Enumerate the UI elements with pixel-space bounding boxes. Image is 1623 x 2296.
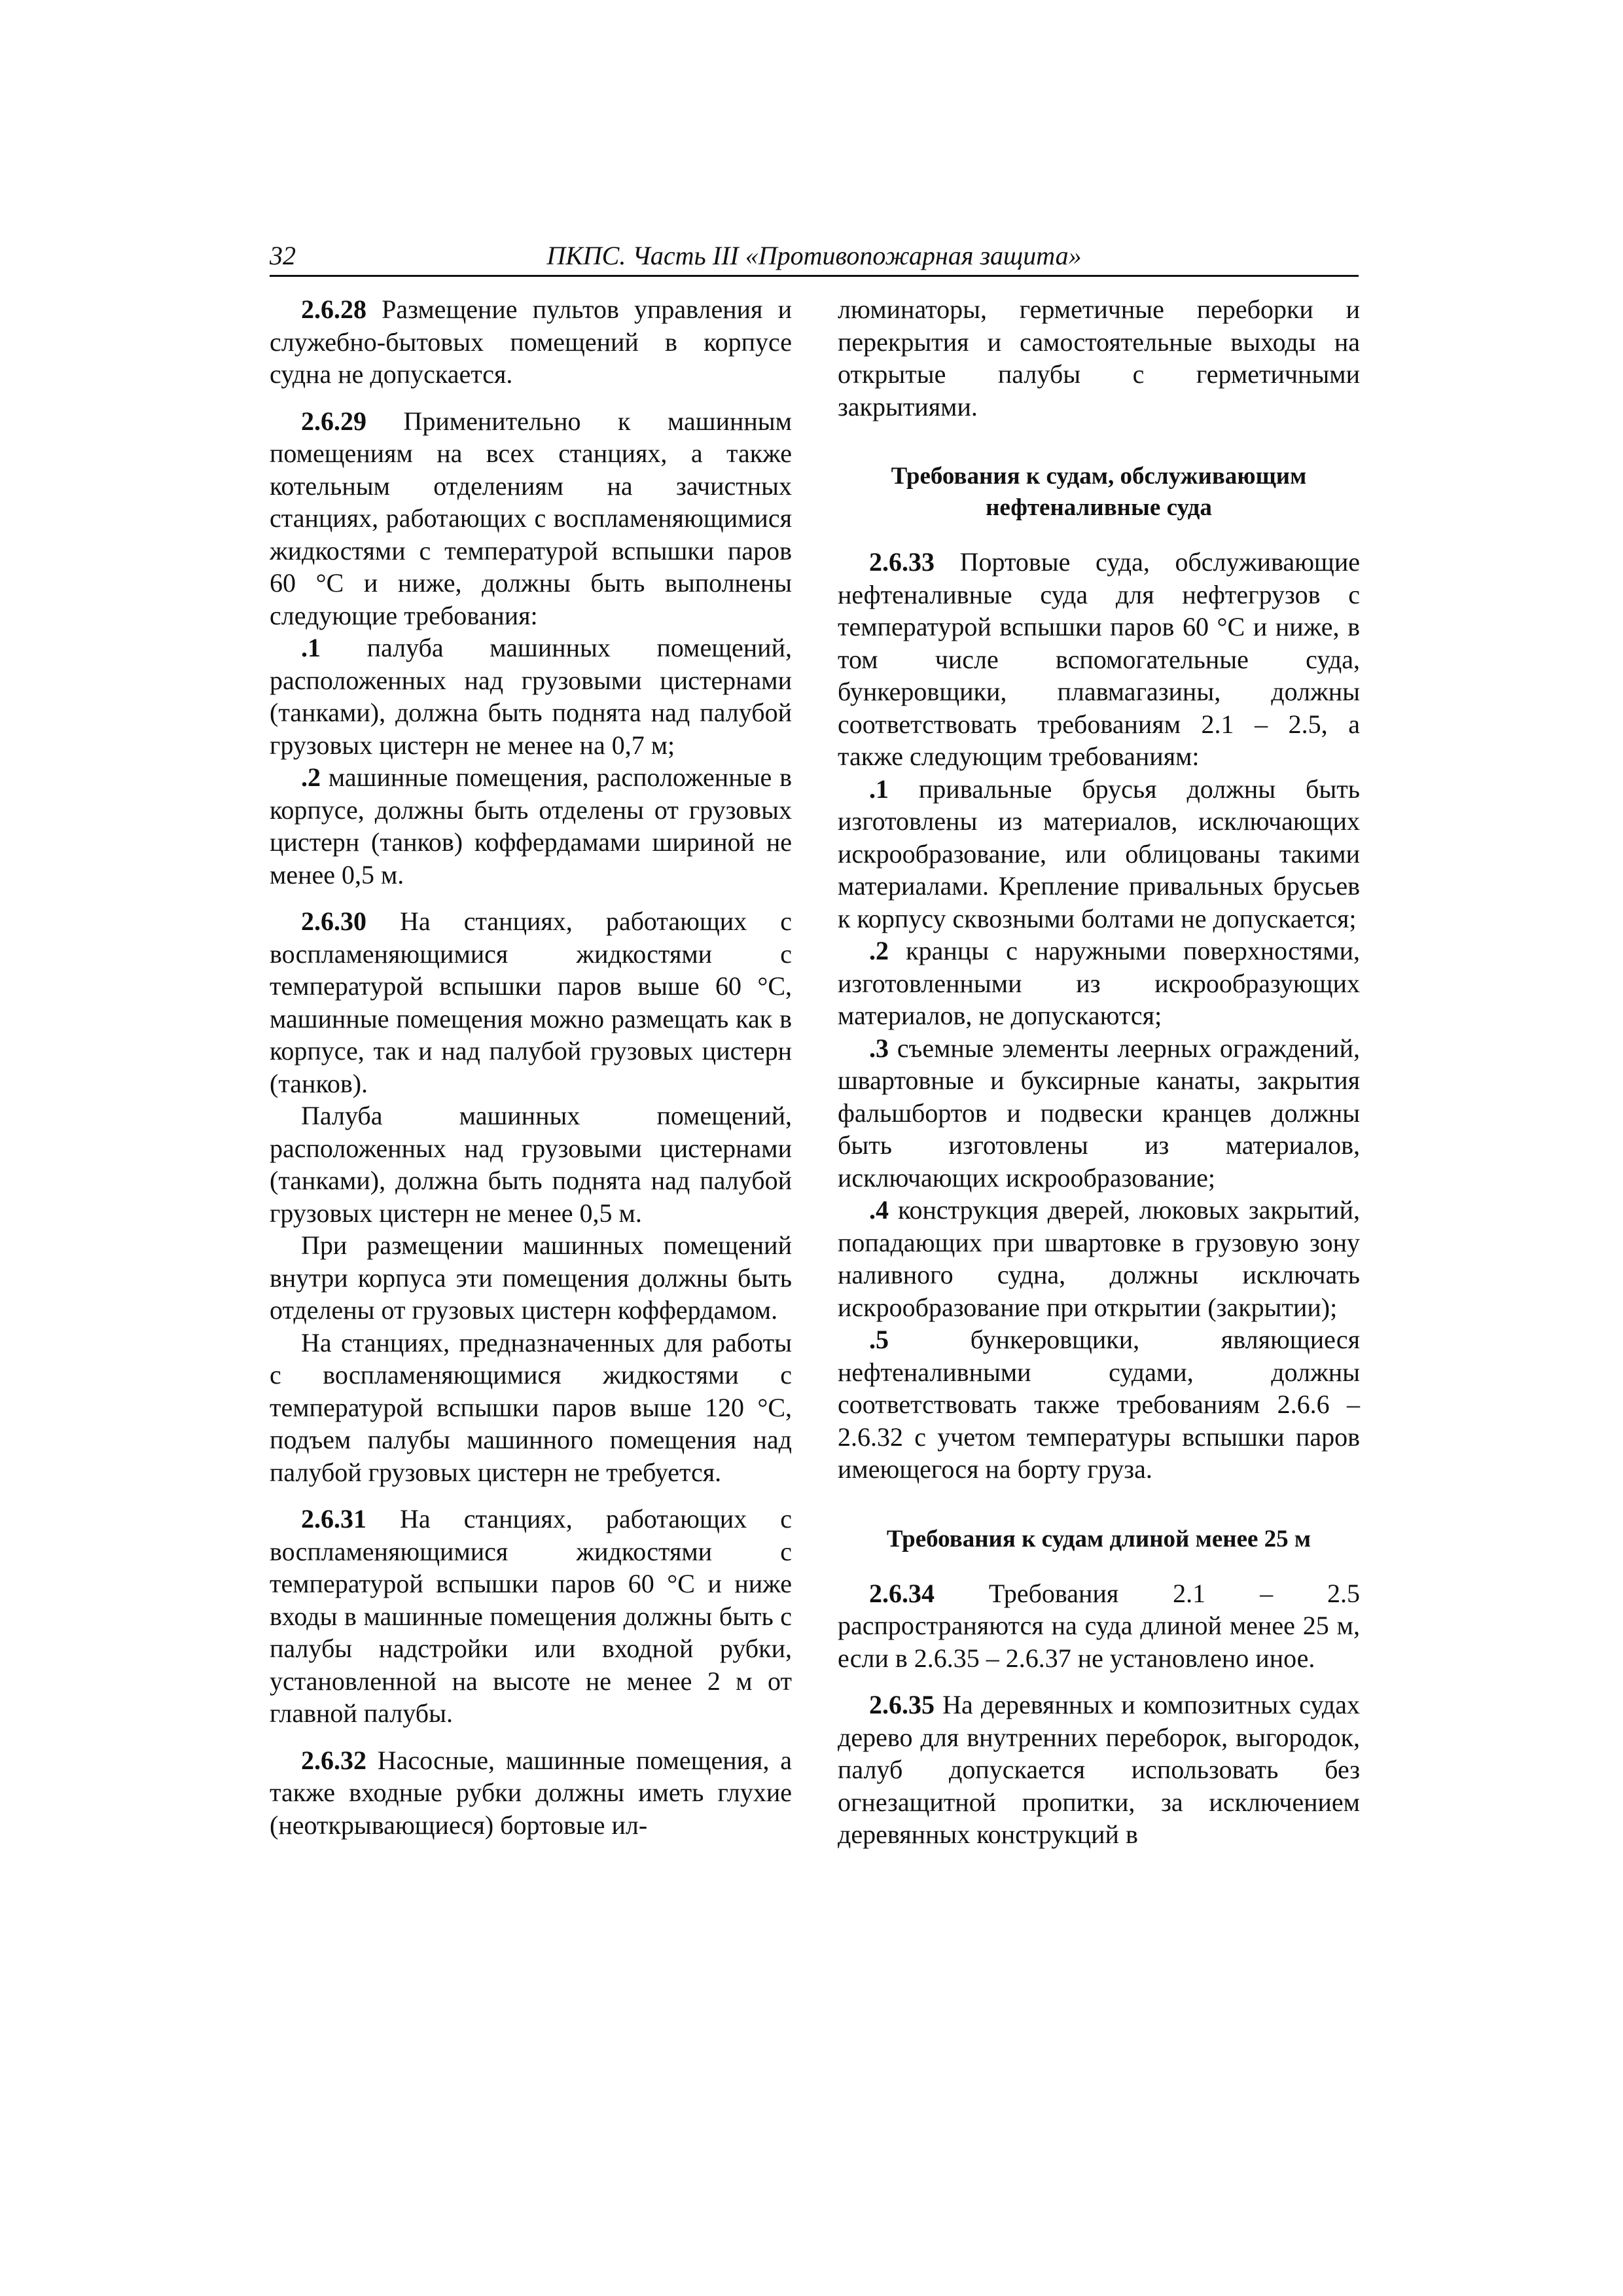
clause-2-6-33 bbox=[838, 546, 1360, 773]
item-text: привальные брусья должны быть изготовлены из материалов, исключающих искрообразование, или облицованы такими материалами. Крепление привальных брусьев к корпусу сквозными болтами не допускается; bbox=[838, 774, 1360, 933]
clause-2-6-31 bbox=[270, 1503, 792, 1730]
clause-2-6-29-item-2 bbox=[270, 761, 792, 891]
clause-2-6-33-item-5 bbox=[838, 1323, 1360, 1486]
clause-2-6-28 bbox=[270, 293, 792, 391]
left-column bbox=[270, 293, 792, 1841]
clause-number: 2.6.33 bbox=[869, 547, 935, 577]
clause-number: 2.6.35 bbox=[869, 1690, 935, 1719]
clause-2-6-30 bbox=[270, 905, 792, 1100]
page-number: 32 bbox=[270, 241, 296, 270]
running-title: ПКПС. Часть III «Противопожарная защита» bbox=[546, 241, 1082, 270]
clause-2-6-30-paragraph-2: Палуба машинных помещений, расположенных над грузовыми цистернами (танками), должна быть поднята над палубой грузовых цистерн не менее 0,5 м. bbox=[270, 1101, 792, 1228]
clause-text: Требования 2.1 – 2.5 распространяются на суда длиной менее 25 м, если в 2.6.35 – 2.6.37 не установлено иное. bbox=[838, 1578, 1360, 1673]
clause-2-6-30-paragraph-4: На станциях, предназначенных для работы с воспламеняющимися жидкостями с температурой вспышки паров выше 120 °С, подъем палубы машинного помещения над палубой грузовых цистерн не требуется. bbox=[270, 1327, 792, 1487]
clause-number: 2.6.34 bbox=[869, 1578, 935, 1608]
item-text: палуба машинных помещений, расположенных над грузовыми цистернами (танками), должна быть поднята над палубой грузовых цистерн не менее на 0,7 м; bbox=[270, 633, 792, 760]
item-text: машинные помещения, расположенные в корпусе, должны быть отделены от грузовых цистерн (танков) коффердамами шириной не менее 0,5 м. bbox=[270, 762, 792, 889]
item-number: .1 bbox=[869, 774, 889, 804]
clause-text: На станциях, работающих с воспламеняющимися жидкостями с температурой вспышки паров 60 °С и ниже входы в машинные помещения должны быть с палубы надстройки или входной рубки, установленной на высоте не менее 2 м от главной палубы. bbox=[270, 1504, 792, 1728]
clause-text: На станциях, работающих с воспламеняющимися жидкостями с температурой вспышки паров выше 60 °С, машинные помещения можно размещать как в корпусе, так и над палубой грузовых цистерн (танков). bbox=[270, 906, 792, 1098]
clause-number: 2.6.29 bbox=[301, 406, 366, 436]
clause-number: 2.6.30 bbox=[301, 906, 366, 936]
clause-number: 2.6.31 bbox=[301, 1504, 366, 1534]
clause-2-6-33-item-2 bbox=[838, 935, 1360, 1032]
clause-2-6-33-item-1 bbox=[838, 773, 1360, 935]
item-number: .5 bbox=[869, 1325, 889, 1354]
clause-2-6-32 bbox=[270, 1744, 792, 1842]
clause-number: 2.6.28 bbox=[301, 295, 366, 324]
clause-text: На деревянных и композитных судах дерево для внутренних переборок, выгородок, палуб допускается использовать без огнезащитной пропитки, за исключением деревянных конструкций в bbox=[838, 1690, 1360, 1849]
clause-2-6-34 bbox=[838, 1577, 1360, 1675]
item-text: конструкция дверей, люковых закрытий, попадающих при швартовке в грузовую зону наливного судна, должны исключать искрообразование при открытии (закрытии); bbox=[838, 1195, 1360, 1322]
item-number: .4 bbox=[869, 1195, 889, 1225]
section-heading-small-vessels: Требования к судам длиной менее 25 м bbox=[886, 1525, 1311, 1552]
clause-2-6-29-item-1 bbox=[270, 632, 792, 761]
clause-2-6-32-continuation: люминаторы, герметичные переборки и перекрытия и самостоятельные выходы на открытые палубы с герметичными закрытиями. bbox=[838, 295, 1360, 422]
clause-2-6-29 bbox=[270, 405, 792, 632]
item-number: .2 bbox=[301, 762, 321, 792]
item-number: .1 bbox=[301, 633, 321, 662]
page-header bbox=[270, 240, 1359, 277]
right-column bbox=[838, 293, 1360, 1851]
clause-2-6-33-item-4 bbox=[838, 1194, 1360, 1323]
clause-text: Размещение пультов управления и служебно-бытовых помещений в корпусе судна не допускается. bbox=[270, 295, 792, 389]
clause-text: Применительно к машинным помещениям на всех станциях, а также котельным отделениям на зачистных станциях, работающих с воспламеняющимися жидкостями с температурой вспышки паров 60 °С и ниже, должны быть выполнены следующие требования: bbox=[270, 406, 792, 630]
item-text: кранцы с наружными поверхностями, изготовленными из искрообразующих материалов, не допускаются; bbox=[838, 936, 1360, 1030]
clause-text: Портовые суда, обслуживающие нефтеналивные суда для нефтегрузов с температурой вспышки паров 60 °С и ниже, в том числе вспомогательные суда, бункеровщики, плавмагазины, должны соответствовать требованиям 2.1 – 2.5, а также следующим требованиям: bbox=[838, 547, 1360, 771]
clause-2-6-33-item-3 bbox=[838, 1032, 1360, 1194]
section-heading-service-vessels: Требования к судам, обслуживающим нефтеналивные суда bbox=[891, 463, 1307, 521]
item-text: бункеровщики, являющиеся нефтеналивными судами, должны соответствовать также требованиям 2.6.6 – 2.6.32 с учетом температуры вспышки паров имеющегося на борту груза. bbox=[838, 1325, 1360, 1484]
item-text: съемные элементы леерных ограждений, швартовные и буксирные канаты, закрытия фальшбортов и подвески кранцев должны быть изготовлены из материалов, исключающих искрообразование; bbox=[838, 1033, 1360, 1193]
clause-text: Насосные, машинные помещения, а также входные рубки должны иметь глухие (неоткрывающиеся) бортовые ил- bbox=[270, 1745, 792, 1840]
item-number: .3 bbox=[869, 1033, 889, 1063]
clause-2-6-35 bbox=[838, 1689, 1360, 1851]
clause-number: 2.6.32 bbox=[301, 1745, 366, 1775]
item-number: .2 bbox=[869, 936, 889, 965]
clause-2-6-30-paragraph-3: При размещении машинных помещений внутри корпуса эти помещения должны быть отделены от грузовых цистерн коффердамом. bbox=[270, 1230, 792, 1325]
